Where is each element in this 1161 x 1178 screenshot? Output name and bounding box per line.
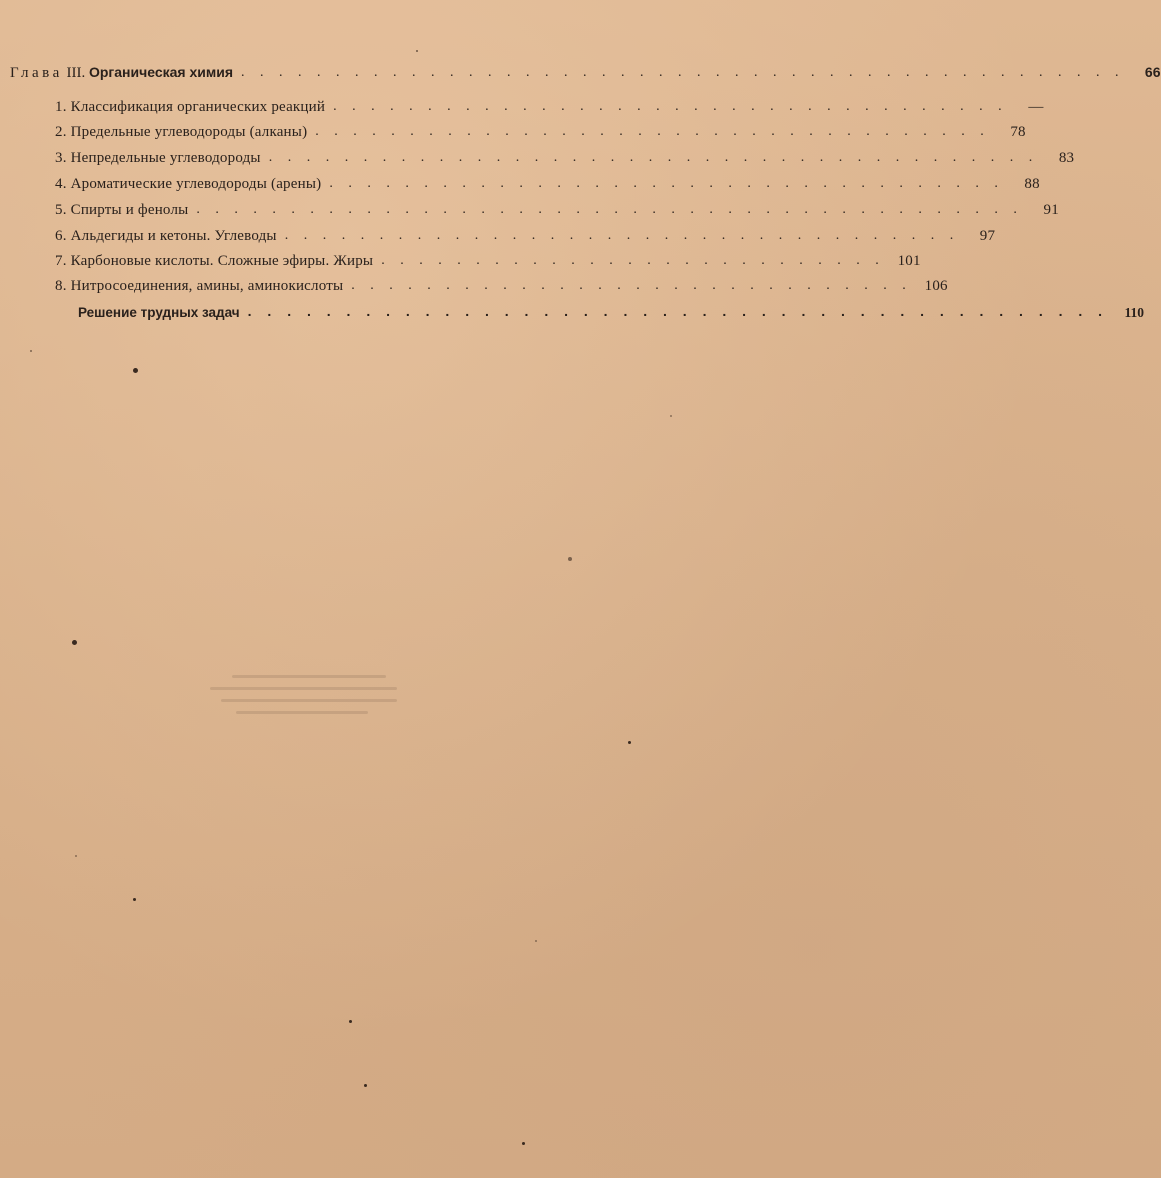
paper-speck <box>133 898 136 901</box>
toc-item-title: 7. Карбоновые кислоты. Сложные эфиры. Жиры <box>55 253 374 269</box>
dot-leader: . . . . . . . . . . . . . . . . . . . . . . . . . . . . . . . . . . . . . . . . . <box>268 150 1039 165</box>
toc-item <box>55 150 1075 167</box>
toc-item-title: 5. Спирты и фенолы <box>55 202 189 218</box>
chapter-heading <box>10 64 1161 82</box>
paper-speck <box>75 855 77 857</box>
toc-item-page-number: 106 <box>924 278 948 294</box>
toc-item-page-number: 78 <box>1010 124 1026 140</box>
dot-leader: . . . . . . . . . . . . . . . . . . . . . . . . . . . <box>381 253 885 268</box>
paper-speck <box>30 350 32 352</box>
toc-item <box>55 278 948 295</box>
paper-speck <box>522 1142 525 1145</box>
toc-item-page-number: 101 <box>897 253 921 269</box>
toc-item-title: 1. Классификация органических реакций <box>55 99 326 115</box>
dot-leader: . . . . . . . . . . . . . . . . . . . . . . . . . . . . . . . . . . . . . . . . . . . . . . . <box>241 65 1125 80</box>
paper-speck <box>568 557 572 561</box>
toc-item <box>55 202 1059 219</box>
dot-leader: . . . . . . . . . . . . . . . . . . . . . . . . . . . . . . . . . . . . . . . . . . . . <box>196 202 1023 217</box>
paper-speck <box>72 640 77 645</box>
toc-item-page-number: 88 <box>1024 176 1040 192</box>
toc-item <box>55 176 1040 193</box>
toc-item <box>55 253 921 270</box>
solutions-page-number: 110 <box>1124 305 1145 320</box>
toc-item-title: 6. Альдегиды и кетоны. Углеводы <box>55 228 277 244</box>
paper-speck <box>535 940 537 942</box>
dot-leader: . . . . . . . . . . . . . . . . . . . . . . . . . . . . . . . . . . . . . . . . . . . . <box>247 303 1109 319</box>
chapter-page-number: 66 <box>1144 64 1161 80</box>
toc-item-page-number: 83 <box>1058 150 1075 166</box>
paper-speck <box>349 1020 352 1023</box>
toc-item <box>55 228 996 245</box>
dot-leader: . . . . . . . . . . . . . . . . . . . . . . . . . . . . . . . . . . . . <box>333 99 1008 114</box>
solutions-title: Решение трудных задач <box>78 305 240 320</box>
dot-leader: . . . . . . . . . . . . . . . . . . . . . . . . . . . . . . . . . . . . <box>329 176 1004 191</box>
paper-speck <box>133 368 138 373</box>
chapter-name: Органическая химия <box>88 64 233 80</box>
toc-item-title: 4. Ароматические углеводороды (арены) <box>55 176 322 192</box>
toc-item-page-number: — <box>1028 99 1044 115</box>
toc-item-page-number: 91 <box>1043 202 1059 218</box>
toc-item <box>55 99 1044 116</box>
paper-speck <box>628 741 631 744</box>
toc-item-title: 2. Предельные углеводороды (алканы) <box>55 124 308 140</box>
toc-item-page-number: 97 <box>979 228 996 244</box>
chapter-title <box>10 64 233 82</box>
toc-item-title: 8. Нитросоединения, амины, аминокислоты <box>55 278 344 294</box>
dot-leader: . . . . . . . . . . . . . . . . . . . . . . . . . . . . . . <box>351 278 912 293</box>
chapter-label: Глава <box>10 65 63 81</box>
solutions-entry <box>78 303 1145 321</box>
paper-speck <box>364 1084 367 1087</box>
dot-leader: . . . . . . . . . . . . . . . . . . . . . . . . . . . . . . . . . . . . <box>284 228 960 243</box>
paper-speck <box>670 415 672 417</box>
dot-leader: . . . . . . . . . . . . . . . . . . . . . . . . . . . . . . . . . . . . <box>315 124 990 139</box>
toc-item <box>55 124 1026 141</box>
toc-item-title: 3. Непредельные углеводороды <box>55 150 261 166</box>
paper-speck <box>416 50 418 52</box>
show-through-text <box>210 675 430 745</box>
chapter-number: III. <box>66 65 86 81</box>
